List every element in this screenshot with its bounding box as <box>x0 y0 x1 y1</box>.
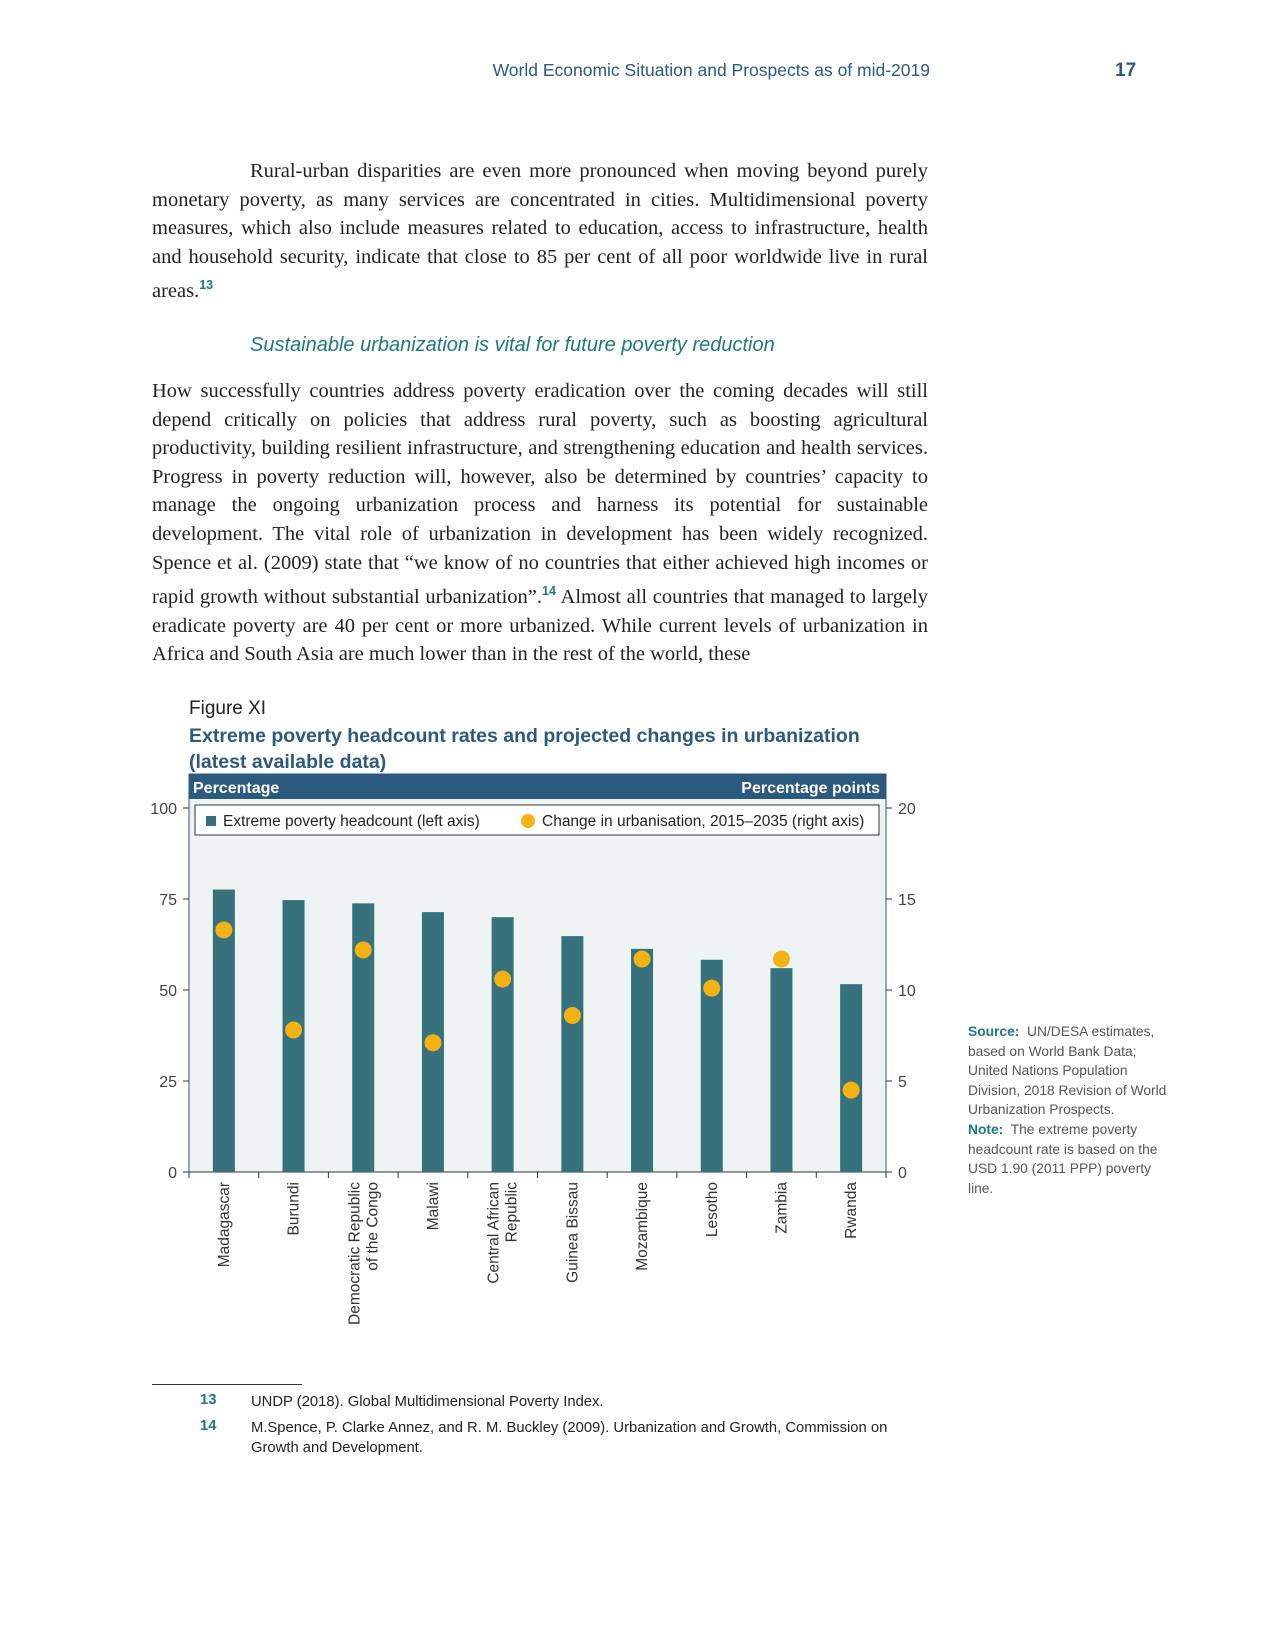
left-axis-title: Percentage <box>193 780 280 797</box>
figure-notes <box>968 1022 1178 1198</box>
right-axis-tick-label: 10 <box>898 983 916 1000</box>
category-label: Lesotho <box>703 1182 721 1238</box>
paragraph-text: Rural-urban disparities are even more pronounced when moving beyond purely monetary poverty, as many services are concentrated in cities. Multidimensional poverty measures, which also include measures related to education, access to infrastructure, health and household security, indicate that close to 85 per cent of all poor worldwide live in rural areas. <box>152 160 928 303</box>
poverty-bar <box>561 936 583 1172</box>
urbanization-dot <box>564 1007 581 1024</box>
footnote-number: 14 <box>200 1418 217 1434</box>
source-label: Source: <box>968 1024 1020 1039</box>
poverty-bar <box>631 949 653 1172</box>
category-label: Malawi <box>424 1182 442 1231</box>
legend-bar-label: Extreme poverty headcount (left axis) <box>223 813 480 830</box>
category-label: Madagascar <box>215 1182 233 1268</box>
right-axis-tick-label: 20 <box>898 801 916 818</box>
urbanization-dot <box>703 980 720 997</box>
right-axis-tick-label: 0 <box>898 1165 907 1182</box>
footnote-text: M.Spence, P. Clarke Annez, and R. M. Buckley (2009). Urbanization and Growth, Commission on Growth and Development. <box>251 1420 888 1456</box>
left-axis-tick-label: 25 <box>159 1074 177 1091</box>
right-axis-tick-label: 5 <box>898 1074 907 1091</box>
footnote-number: 13 <box>200 1392 217 1408</box>
footnote-ref-13[interactable]: 13 <box>199 278 214 293</box>
category-label: Zambia <box>773 1182 791 1234</box>
urbanization-dot <box>355 941 372 958</box>
urbanization-dot <box>285 1022 302 1039</box>
paragraph-text: How successfully countries address poverty eradication over the coming decades will still depend critically on policies that address rural poverty, such as boosting agricultural productivity, building resilient infrastructure, and strengthening education and health services. Progress in poverty reduction will, however, also be determined by countries’ capacity to manage the ongoing urbanization process and harness its potential for sustainable development. The vital role of urbanization in development has been widely recognized. Spence et al. (2009) state that “we know of no countries that either achieved high incomes or rapid growth without substantial urbanization”. <box>152 380 928 608</box>
category-label: Guinea Bissau <box>564 1182 582 1283</box>
page-number: 17 <box>1115 60 1137 81</box>
category-label: Democratic Republic <box>346 1182 364 1325</box>
legend-dot-swatch <box>521 814 535 828</box>
urbanization-dot <box>773 951 790 968</box>
urbanization-dot <box>634 951 651 968</box>
category-label: of the Congo <box>364 1182 382 1271</box>
legend-dot-label: Change in urbanisation, 2015–2035 (right axis) <box>542 813 865 830</box>
category-label: Mozambique <box>634 1182 652 1271</box>
section-heading: Sustainable urbanization is vital for future poverty reduction <box>250 334 775 356</box>
category-label: Republic <box>503 1182 521 1243</box>
left-axis-tick-label: 50 <box>159 983 177 1000</box>
urbanization-dot <box>424 1034 441 1051</box>
poverty-bar <box>840 984 862 1172</box>
right-axis-title: Percentage points <box>741 780 880 797</box>
category-label: Rwanda <box>843 1182 861 1239</box>
left-axis-tick-label: 100 <box>150 801 177 818</box>
note-text: The extreme poverty headcount rate is based on the USD 1.90 (2011 PPP) poverty line. <box>968 1121 1158 1196</box>
left-axis-tick-label: 75 <box>159 892 177 909</box>
footnote-divider <box>152 1384 302 1385</box>
category-label: Burundi <box>285 1182 303 1236</box>
footnote-text: UNDP (2018). Global Multidimensional Poverty Index. <box>251 1394 604 1410</box>
figure-title: Extreme poverty headcount rates and projected changes in urbanization (latest available data) <box>189 725 860 773</box>
legend-bar-swatch <box>206 816 216 826</box>
note-label: Note: <box>968 1121 1004 1137</box>
source-text: UN/DESA estimates, based on World Bank Data; United Nations Population Division, 2018 Revision of World Urbanization Prospects. <box>968 1024 1167 1118</box>
poverty-bar <box>770 968 792 1172</box>
category-label: Central African <box>485 1182 503 1284</box>
running-header: World Economic Situation and Prospects as of mid-2019 <box>492 60 930 80</box>
figure-label: Figure XI <box>189 698 267 719</box>
poverty-bar <box>492 917 514 1172</box>
urbanization-dot <box>843 1082 860 1099</box>
paragraph-text-continued: Almost all countries that managed to largely eradicate poverty are 40 per cent or more urbanized. While current levels of urbanization in Africa and South Asia are much lower than in the rest of the world, these <box>152 585 928 666</box>
urbanization-dot <box>215 921 232 938</box>
footnote-ref-14[interactable]: 14 <box>542 584 556 599</box>
right-axis-tick-label: 15 <box>898 892 916 909</box>
left-axis-tick-label: 0 <box>168 1165 177 1182</box>
urbanization-dot <box>494 971 511 988</box>
